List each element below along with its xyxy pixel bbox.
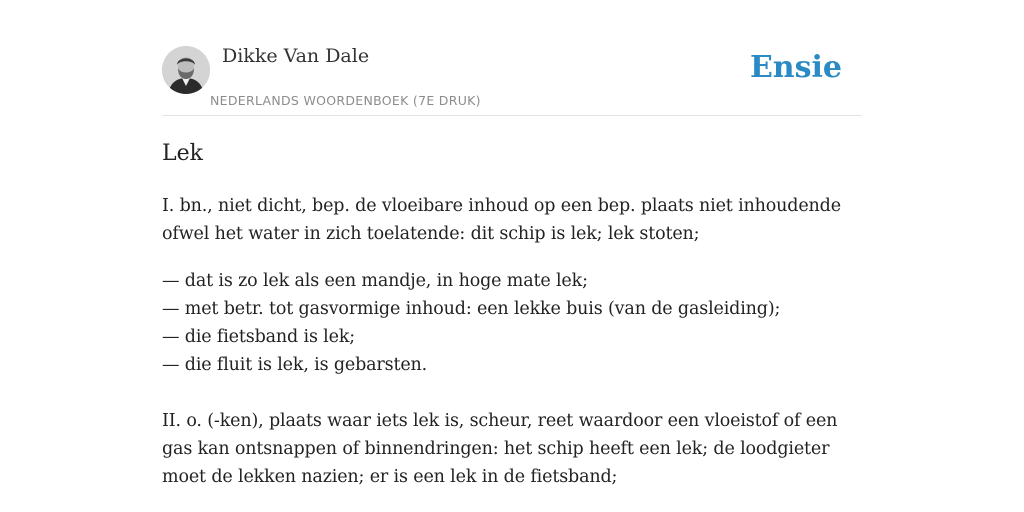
brand-logo[interactable]: Ensie xyxy=(749,50,842,85)
author-portrait-icon xyxy=(162,46,210,94)
author-name[interactable]: Dikke Van Dale xyxy=(222,45,370,67)
example-line: — dat is zo lek als een mandje, in hoge mate lek; xyxy=(162,271,588,291)
author-avatar[interactable] xyxy=(162,46,210,94)
entry-title: Lek xyxy=(162,141,203,166)
source-label: NEDERLANDS WOORDENBOEK (7E DRUK) xyxy=(210,93,481,108)
example-line: — met betr. tot gasvormige inhoud: een lekke buis (van de gasleiding); xyxy=(162,299,781,319)
entry-content xyxy=(162,138,862,491)
example-list xyxy=(162,267,862,379)
example-line: — die fietsband is lek; xyxy=(162,327,356,347)
definition-2: II. o. (-ken), plaats waar iets lek is, scheur, reet waardoor een vloeistof of een gas kan ontsnappen of binnendringen: het schip heeft een lek; de loodgieter moet de lekken nazien; er is een lek in de fietsband; xyxy=(162,411,838,487)
example-line: — die fluit is lek, is gebarsten. xyxy=(162,355,428,375)
header xyxy=(162,0,862,116)
definition-1: I. bn., niet dicht, bep. de vloeibare inhoud op een bep. plaats niet inhoudende ofwel het water in zich toelatende: dit schip is lek; lek stoten; xyxy=(162,196,841,244)
